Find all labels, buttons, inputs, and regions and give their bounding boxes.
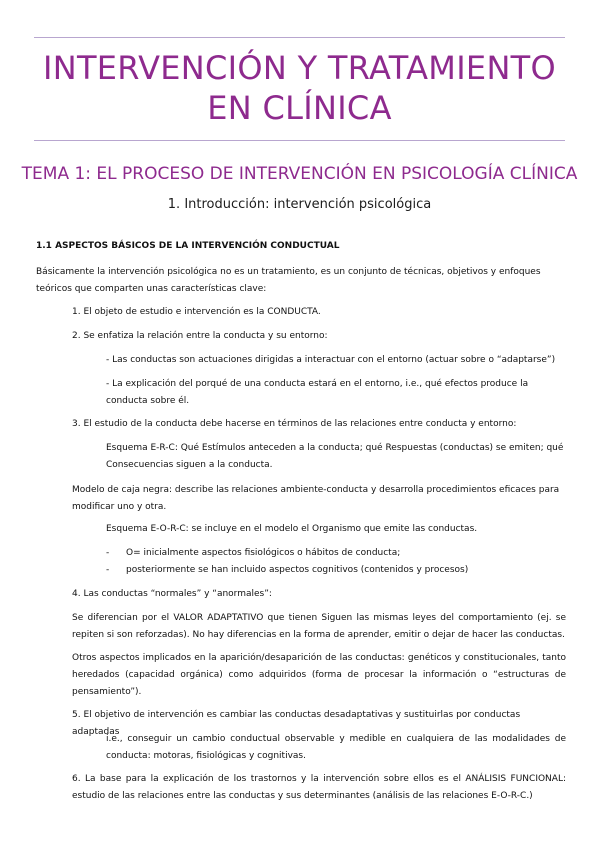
bullet-text: posteriormente se han incluido aspectos cognitivos (contenidos y procesos) <box>126 565 469 575</box>
intro-paragraph: Básicamente la intervención psicológica no es un tratamiento, es un conjunto de técnicas, objetivos y enfoques teóricos que comparten unas características clave: <box>36 267 541 294</box>
intro-heading: 1. Introducción: intervención psicológica <box>167 197 432 212</box>
eorc-schema: Esquema E-O-R-C: se incluye en el modelo el Organismo que emite las conductas. <box>106 524 478 534</box>
document-title <box>0 48 599 128</box>
dash-marker: - <box>106 565 110 575</box>
caja-negra-paragraph: Modelo de caja negra: describe las relaciones ambiente-conducta y desarrolla procedimientos eficaces para modificar uno y otra. <box>72 485 560 512</box>
tema-heading: TEMA 1: EL PROCESO DE INTERVENCIÓN EN PSICOLOGÍA CLÍNICA <box>21 164 578 184</box>
title-line-2: EN CLÍNICA <box>207 89 392 127</box>
list-item-2a: - Las conductas son actuaciones dirigidas a interactuar con el entorno (actuar sobre o “adaptarse”) <box>106 355 556 365</box>
item-4-paragraph: Se diferencian por el VALOR ADAPTATIVO que tienen Siguen las mismas leyes del comportamiento (ej. se repiten si son reforzadas). No hay diferencias en la forma de aprender, emitir o dejar de hacer las conductas. <box>72 613 566 640</box>
bottom-rule <box>34 140 565 141</box>
top-rule <box>34 37 565 38</box>
bullet-text: O= inicialmente aspectos fisiológicos o hábitos de conducta; <box>126 548 401 558</box>
list-item-2: 2. Se enfatiza la relación entre la conducta y su entorno: <box>72 331 328 341</box>
list-item-5: 5. El objetivo de intervención es cambiar las conductas desadaptativas y sustituirlas por conductas adaptadas <box>72 710 521 737</box>
list-item-1: 1. El objeto de estudio e intervención es la CONDUCTA. <box>72 307 321 317</box>
list-item-4: 4. Las conductas “normales” y “anormales”: <box>72 589 272 599</box>
dash-marker: - <box>106 548 110 558</box>
otros-aspectos-paragraph: Otros aspectos implicados en la aparición/desaparición de las conductas: genéticos y constitucionales, tanto heredados (capacidad orgánica) como adquiridos (forma de procesar la información o “estructuras de pensamiento”). <box>72 653 566 697</box>
list-item <box>106 545 566 562</box>
erc-schema: Esquema E-R-C: Qué Estímulos anteceden a la conducta; qué Respuestas (conductas) se emiten; qué Consecuencias siguen a la conducta. <box>106 443 564 470</box>
list-item-2b: - La explicación del porqué de una conducta estará en el entorno, i.e., qué efectos produce la conducta sobre él. <box>106 379 529 406</box>
section-heading: 1.1 ASPECTOS BÁSICOS DE LA INTERVENCIÓN CONDUCTUAL <box>36 241 340 251</box>
list-item <box>106 562 566 579</box>
list-item-3: 3. El estudio de la conducta debe hacerse en términos de las relaciones entre conducta y entorno: <box>72 419 517 429</box>
item-5-paragraph: i.e., conseguir un cambio conductual observable y medible en cualquiera de las modalidades de conducta: motoras, fisiológicas y cognitivas. <box>106 734 566 761</box>
list-item-6: 6. La base para la explicación de los trastornos y la intervención sobre ellos es el ANÁLISIS FUNCIONAL: estudio de las relaciones entre las conductas y sus determinantes (análisis de las relaciones E-O-R-C.) <box>72 774 566 801</box>
title-line-1: INTERVENCIÓN Y TRATAMIENTO <box>42 49 557 87</box>
